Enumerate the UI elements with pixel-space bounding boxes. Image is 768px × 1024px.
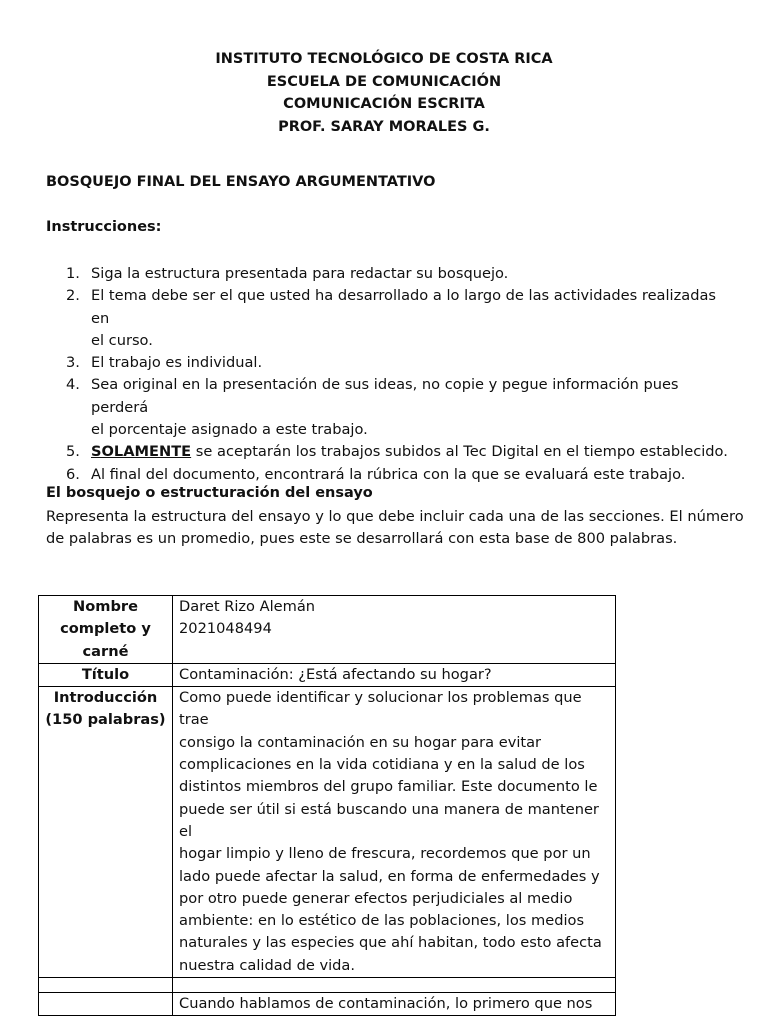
instruction-item [46, 464, 736, 486]
intro-line: distintos miembros del grupo familiar. Este documento le [179, 778, 598, 796]
instruction-number: 1. [66, 265, 80, 282]
structure-paragraph [46, 506, 746, 551]
instruction-item [46, 441, 736, 463]
empty-label-cell [39, 978, 173, 993]
instruction-number: 2. [66, 287, 80, 305]
instructions-list [46, 263, 736, 486]
intro-label-cell [39, 687, 173, 978]
header-line-professor: PROF. SARAY MORALES G. [278, 119, 490, 136]
student-name: Daret Rizo Alemán [179, 598, 316, 615]
table-row-empty [39, 978, 616, 993]
instruction-text: El trabajo es individual. [91, 354, 263, 372]
structure-heading: El bosquejo o estructuración del ensayo [46, 485, 373, 501]
intro-line: consigo la contaminación en su hogar para evitar [179, 733, 542, 751]
structure-paragraph-line: Representa la estructura del ensayo y lo que debe incluir cada una de las secciones. El número [46, 508, 744, 525]
instruction-text-continued: el curso. [91, 331, 153, 349]
institution-header [0, 48, 768, 139]
name-value-cell [173, 596, 616, 664]
name-label-cell [39, 596, 173, 664]
instruction-text: El tema debe ser el que usted ha desarrollado a lo largo de las actividades realizadas en [91, 287, 717, 327]
intro-line: Como puede identificar y solucionar los problemas que trae [179, 689, 582, 729]
name-label-line: Nombre [73, 598, 138, 615]
structure-paragraph-line: de palabras es un promedio, pues este se desarrollará con esta base de 800 palabras. [46, 530, 678, 548]
student-id: 2021048494 [179, 620, 272, 638]
intro-line: hogar limpio y lleno de frescura, recordemos que por un [179, 845, 591, 863]
intro-line: por otro puede generar efectos perjudiciales al medio [179, 889, 573, 907]
instruction-number: 4. [66, 376, 80, 394]
header-line-school: ESCUELA DE COMUNICACIÓN [266, 73, 502, 90]
intro-line: nuestra calidad de vida. [179, 956, 355, 974]
intro-line: puede ser útil si está buscando una manera de mantener el [179, 800, 599, 840]
instruction-text: Siga la estructura presentada para redactar su bosquejo. [91, 265, 509, 282]
table-row-title [39, 663, 616, 686]
intro-line: ambiente: en lo estético de las poblaciones, los medios [179, 912, 585, 930]
empty-value-cell [173, 978, 616, 993]
instructions-heading: Instrucciones: [46, 219, 162, 235]
instruction-item [46, 352, 736, 374]
title-value-cell: Contaminación: ¿Está afectando su hogar? [173, 663, 616, 686]
title-label-cell: Título [39, 663, 173, 686]
instruction-number: 6. [66, 465, 80, 483]
essay-outline-table [38, 595, 616, 1016]
instruction-text: Al final del documento, encontrará la rúbrica con la que se evaluará este trabajo. [91, 465, 686, 483]
instruction-item [46, 374, 736, 441]
table-row-body [39, 993, 616, 1016]
instruction-text: Sea original en la presentación de sus ideas, no copie y pegue información pues perderá [91, 376, 679, 416]
name-label-line: carné [82, 642, 129, 660]
document-title: BOSQUEJO FINAL DEL ENSAYO ARGUMENTATIVO [46, 174, 436, 190]
body-label-cell [39, 993, 173, 1016]
intro-value-cell [173, 687, 616, 978]
instruction-text-continued: el porcentaje asignado a este trabajo. [91, 421, 368, 439]
header-line-course: COMUNICACIÓN ESCRITA [283, 96, 485, 113]
solamente-emphasis: SOLAMENTE [91, 443, 192, 461]
instruction-item [46, 263, 736, 285]
body-value-cell: Cuando hablamos de contaminación, lo primero que nos [173, 993, 616, 1016]
table-row-introduction [39, 687, 616, 978]
intro-line: lado puede afectar la salud, en forma de enfermedades y [179, 867, 600, 885]
intro-label-line: (150 palabras) [45, 711, 166, 729]
name-label-line: completo y [60, 620, 151, 638]
intro-line: naturales y las especies que ahí habitan, todo esto afecta [179, 934, 602, 952]
instruction-number: 5. [66, 443, 80, 461]
intro-line: complicaciones en la vida cotidiana y en la salud de los [179, 756, 585, 774]
instruction-number: 3. [66, 354, 80, 372]
instruction-text-rest: se aceptarán los trabajos subidos al Tec Digital en el tiempo establecido. [191, 443, 728, 461]
instruction-item [46, 285, 736, 352]
instruction-text [91, 441, 736, 463]
header-line-institute: INSTITUTO TECNOLÓGICO DE COSTA RICA [215, 51, 553, 67]
table-row-name [39, 596, 616, 664]
intro-label-line: Introducción [53, 689, 158, 707]
